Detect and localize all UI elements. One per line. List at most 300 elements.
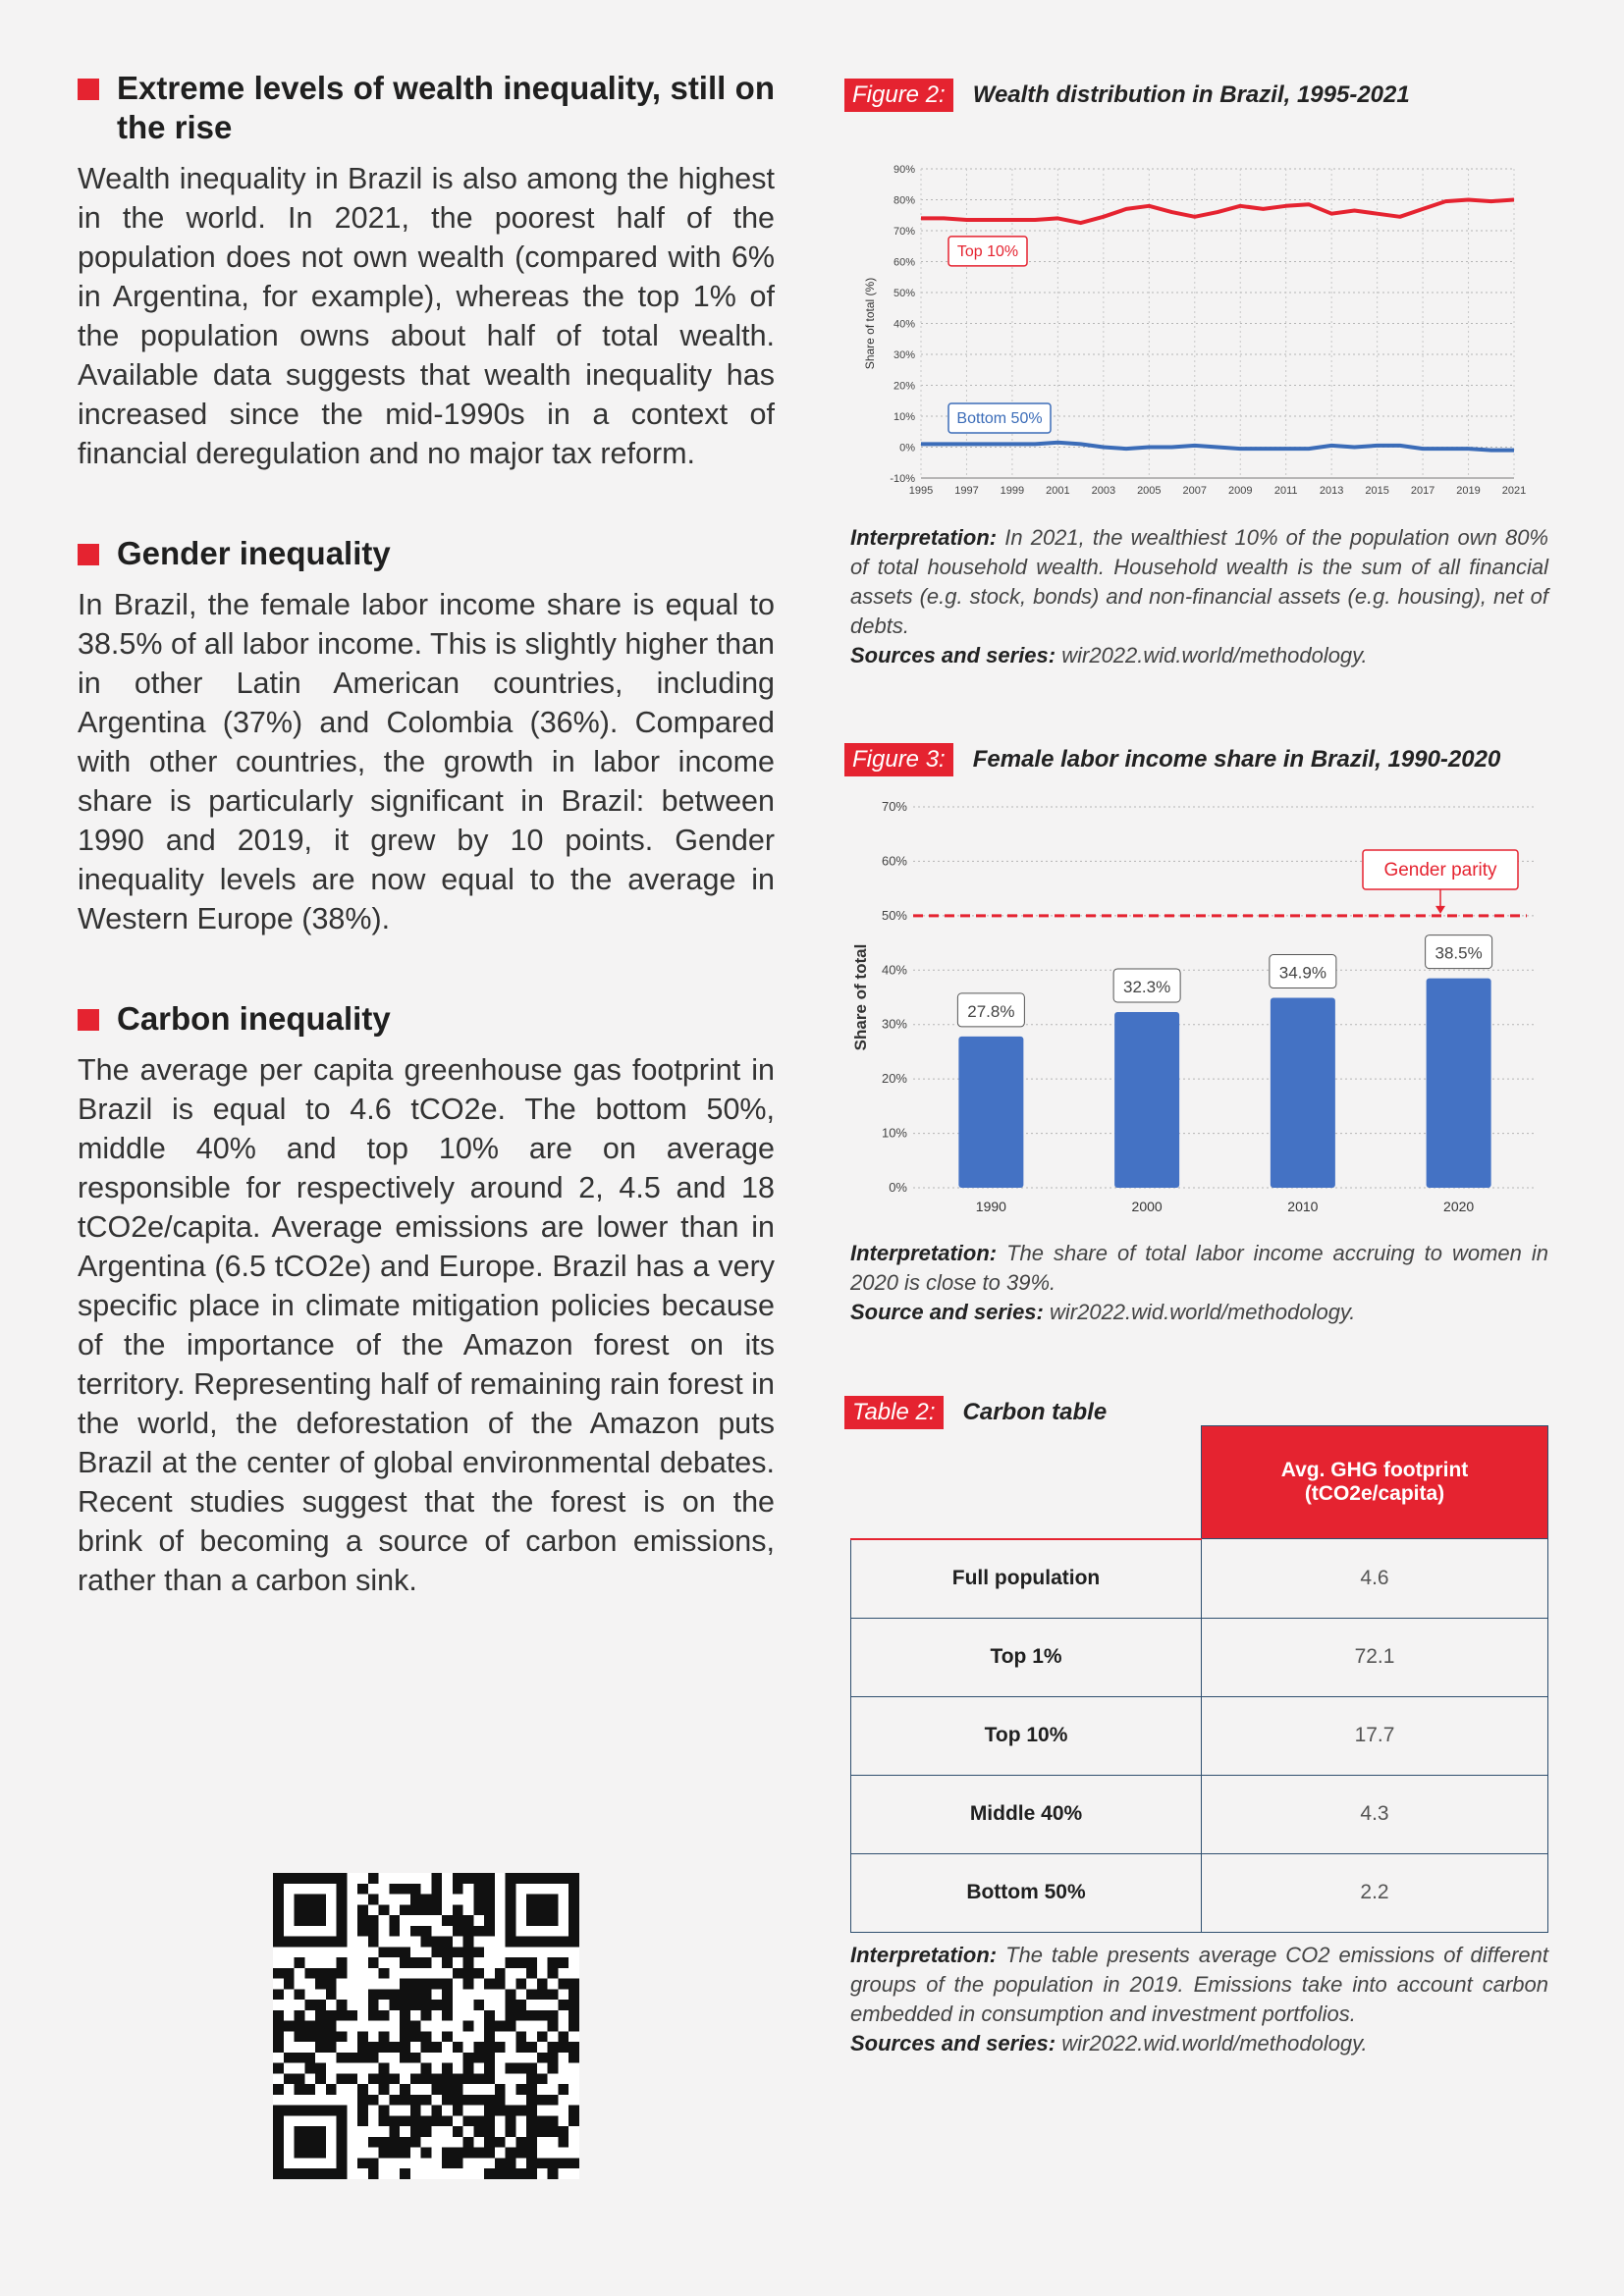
qr-module — [379, 2031, 390, 2042]
qr-module — [400, 2053, 410, 2063]
qr-module — [515, 1957, 526, 1968]
qr-module — [548, 2063, 559, 2074]
qr-module — [548, 2010, 559, 2021]
qr-module — [389, 1926, 400, 1937]
section-heading — [78, 999, 775, 1039]
qr-module — [484, 2148, 495, 2159]
qr-module — [484, 2042, 495, 2053]
qr-module — [568, 2000, 579, 2010]
qr-module — [295, 2073, 305, 2084]
table-row — [851, 1696, 1548, 1775]
sources-text: wir2022.wid.world/methodology. — [1061, 2031, 1368, 2056]
qr-module — [400, 2148, 410, 2159]
qr-module — [400, 2115, 410, 2126]
data-label: 34.9% — [1278, 963, 1326, 983]
qr-module — [273, 2084, 284, 2095]
table-row-value: 4.6 — [1202, 1539, 1548, 1619]
left-column — [78, 69, 775, 1661]
y-tick-label: 20% — [893, 380, 915, 393]
table-row-label: Top 10% — [851, 1696, 1202, 1775]
qr-module — [431, 2115, 442, 2126]
qr-module — [273, 1968, 284, 1979]
qr-module — [379, 2137, 390, 2148]
qr-module — [515, 2042, 526, 2053]
legend-label: Top 10% — [956, 242, 1019, 260]
qr-module — [431, 2073, 442, 2084]
y-tick-label: 40% — [893, 318, 915, 331]
table-header-blank — [851, 1426, 1202, 1539]
qr-module — [410, 2137, 421, 2148]
qr-module — [568, 2010, 579, 2021]
bar-1990 — [958, 1037, 1023, 1188]
qr-module — [537, 2158, 548, 2168]
qr-module — [389, 2042, 400, 2053]
qr-module — [389, 2148, 400, 2159]
qr-module — [315, 2010, 326, 2021]
qr-module — [357, 2106, 368, 2116]
qr-module — [337, 1957, 348, 1968]
bullet-square-icon — [78, 79, 99, 100]
qr-module — [431, 2084, 442, 2095]
y-tick-label: 60% — [881, 853, 907, 869]
section-heading — [78, 534, 775, 573]
qr-module — [347, 2053, 357, 2063]
qr-module — [273, 2042, 284, 2053]
data-label: 32.3% — [1123, 977, 1171, 996]
qr-module — [495, 2168, 506, 2179]
qr-module — [506, 2168, 516, 2179]
qr-module — [315, 1979, 326, 1990]
qr-module — [315, 2000, 326, 2010]
qr-module — [410, 1895, 421, 1905]
qr-module — [558, 2158, 568, 2168]
y-tick-label: 30% — [893, 349, 915, 361]
qr-module — [368, 1873, 379, 1884]
qr-module — [506, 2115, 516, 2126]
qr-module — [442, 1937, 453, 1948]
qr-module — [442, 1989, 453, 2000]
qr-module — [410, 2021, 421, 2032]
qr-module — [473, 2073, 484, 2084]
qr-module — [463, 1979, 474, 1990]
y-axis-label: Share of total — [851, 943, 870, 1051]
qr-module — [273, 2010, 284, 2021]
qr-module — [515, 2063, 526, 2074]
qr-module — [484, 1895, 495, 1905]
qr-module — [337, 2000, 348, 2010]
qr-module — [273, 2063, 284, 2074]
qr-module — [400, 2031, 410, 2042]
qr-module — [400, 1957, 410, 1968]
table-row-label: Middle 40% — [851, 1775, 1202, 1853]
qr-module — [431, 1904, 442, 1915]
qr-module — [526, 2148, 537, 2159]
qr-module — [368, 2000, 379, 2010]
qr-module — [431, 1937, 442, 1948]
qr-module — [295, 2010, 305, 2021]
sources — [850, 641, 1548, 670]
qr-module — [484, 2126, 495, 2137]
y-tick-label: -10% — [890, 473, 915, 485]
sources — [850, 2029, 1548, 2058]
qr-module — [326, 1979, 337, 1990]
qr-module — [410, 1957, 421, 1968]
section-body: In Brazil, the female labor income share is equal to 38.5% of all labor income. This is slightly higher than in other Latin American countries, including Argentina (37%) and Colombia (36%). Compared with other countries, the growth in labor income share is particularly significant in Brazil: between 1990 and 2019, it grew by 10 points. Gender inequality levels are now equal to the average in Western Europe (38%). — [78, 588, 775, 935]
qr-module — [421, 2073, 432, 2084]
qr-module — [484, 1926, 495, 1937]
qr-module — [357, 2095, 368, 2106]
qr-module — [495, 2158, 506, 2168]
y-tick-label: 0% — [899, 442, 915, 454]
qr-module — [326, 1989, 337, 2000]
qr-module — [304, 2063, 315, 2074]
sources-label: Sources and series: — [850, 2031, 1056, 2056]
section-heading — [78, 69, 775, 147]
sources-text: wir2022.wid.world/methodology. — [1061, 643, 1368, 667]
qr-module — [473, 2148, 484, 2159]
table-row — [851, 1539, 1548, 1619]
qr-module — [442, 1915, 453, 1926]
qr-finder-core — [526, 1895, 558, 1926]
qr-module — [357, 2031, 368, 2042]
qr-module — [548, 2168, 559, 2179]
y-tick-label: 50% — [881, 907, 907, 923]
qr-module — [368, 2042, 379, 2053]
qr-module — [484, 2010, 495, 2021]
qr-module — [284, 2053, 295, 2063]
qr-module — [400, 1947, 410, 1957]
qr-module — [410, 2053, 421, 2063]
qr-module — [295, 2021, 305, 2032]
table-row-value: 72.1 — [1202, 1618, 1548, 1696]
figure-title: Wealth distribution in Brazil, 1995-2021 — [972, 81, 1410, 108]
qr-module — [400, 1904, 410, 1915]
qr-module — [526, 2073, 537, 2084]
qr-module — [453, 2148, 463, 2159]
qr-module — [453, 1915, 463, 1926]
qr-module — [357, 2084, 368, 2095]
legend-label: Bottom 50% — [956, 410, 1043, 427]
table-row — [851, 1775, 1548, 1853]
table-header-footprint: Avg. GHG footprint (tCO2e/capita) — [1202, 1426, 1548, 1539]
qr-module — [463, 2148, 474, 2159]
qr-module — [379, 2073, 390, 2084]
x-tick-label: 2020 — [1443, 1199, 1475, 1214]
qr-module — [453, 2084, 463, 2095]
qr-module — [400, 2021, 410, 2032]
x-tick-label: 1997 — [954, 485, 979, 497]
qr-module — [506, 2126, 516, 2137]
qr-module — [548, 2053, 559, 2063]
bar-2000 — [1114, 1012, 1179, 1188]
section-title: Carbon inequality — [117, 1000, 391, 1037]
qr-module — [568, 2115, 579, 2126]
qr-module — [526, 2095, 537, 2106]
qr-module — [463, 2053, 474, 2063]
qr-module — [357, 1884, 368, 1895]
figure2-header — [844, 79, 1410, 112]
qr-module — [473, 1895, 484, 1905]
qr-module — [526, 2115, 537, 2126]
qr-module — [558, 2031, 568, 2042]
qr-module — [410, 1989, 421, 2000]
sources — [850, 1298, 1548, 1327]
table-row — [851, 1618, 1548, 1696]
qr-module — [273, 1989, 284, 2000]
qr-module — [463, 1957, 474, 1968]
qr-module — [473, 2053, 484, 2063]
qr-module — [453, 1873, 463, 1884]
interpretation-label: Interpretation: — [850, 1943, 998, 1967]
qr-module — [453, 1926, 463, 1937]
qr-module — [421, 2000, 432, 2010]
qr-module — [368, 1915, 379, 1926]
qr-module — [495, 2095, 506, 2106]
qr-module — [506, 2106, 516, 2116]
qr-module — [548, 2126, 559, 2137]
qr-module — [421, 2095, 432, 2106]
qr-module — [495, 2021, 506, 2032]
qr-module — [506, 1957, 516, 1968]
qr-module — [389, 2000, 400, 2010]
table2-header — [844, 1396, 1107, 1429]
qr-module — [410, 2000, 421, 2010]
qr-module — [379, 1968, 390, 1979]
qr-module — [463, 1947, 474, 1957]
qr-module — [304, 1968, 315, 1979]
qr-module — [337, 2031, 348, 2042]
qr-module — [515, 2148, 526, 2159]
qr-module — [431, 1873, 442, 1884]
interpretation-text: In 2021, the wealthiest 10% of the population own 80% of total household wealth. Household wealth is the sum of all financial assets (e.g. stock, bonds) and non-financial assets (e.g. housing), net of debts. — [850, 525, 1548, 638]
qr-module — [442, 1957, 453, 1968]
bullet-square-icon — [78, 1009, 99, 1031]
qr-module — [506, 2010, 516, 2021]
interpretation-label: Interpretation: — [850, 525, 998, 550]
figure3-notes — [850, 1239, 1548, 1327]
qr-module — [431, 1884, 442, 1895]
qr-module — [548, 2115, 559, 2126]
figure-tag: Figure 3: — [844, 743, 953, 776]
qr-module — [326, 2031, 337, 2042]
qr-module — [442, 2158, 453, 2168]
qr-module — [515, 1979, 526, 1990]
qr-module — [495, 2106, 506, 2116]
qr-module — [326, 2021, 337, 2032]
qr-module — [463, 1926, 474, 1937]
qr-module — [484, 2021, 495, 2032]
qr-module — [568, 1989, 579, 2000]
qr-module — [368, 2095, 379, 2106]
qr-module — [410, 1979, 421, 1990]
qr-module — [506, 2063, 516, 2074]
figure3-header — [844, 743, 1500, 776]
qr-module — [421, 1904, 432, 1915]
qr-module — [442, 2095, 453, 2106]
qr-module — [389, 1884, 400, 1895]
qr-module — [537, 2073, 548, 2084]
qr-module — [400, 2137, 410, 2148]
qr-module — [357, 2115, 368, 2126]
section-body: The average per capita greenhouse gas footprint in Brazil is equal to 4.6 tCO2e. The bottom 50%, middle 40% and top 10% are on average responsible for respectively around 2, 4.5 and 18 tCO2e/capita. Average emissions are lower than in Argentina (6.5 tCO2e) and Europe. Brazil has a very specific place in climate mitigation policies because of the importance of the Amazon forest on its territory. Representing half of remaining rain forest in the world, the deforestation of the Amazon puts Brazil at the center of global environmental debates. Recent studies suggest that the forest is on the brink of becoming a source of carbon emissions, rather than a carbon sink. — [78, 1053, 775, 1597]
qr-module — [495, 1979, 506, 1990]
y-tick-label: 0% — [889, 1180, 907, 1195]
qr-module — [526, 2126, 537, 2137]
qr-module — [473, 2126, 484, 2137]
x-tick-label: 2019 — [1456, 485, 1481, 497]
qr-module — [304, 2053, 315, 2063]
x-tick-label: 2011 — [1273, 485, 1298, 497]
qr-module — [421, 2115, 432, 2126]
interpretation-text: The table presents average CO2 emissions of different groups of the population in 2019. Emissions take into account carbon embedded in consumption and investment portfolios. — [850, 1943, 1548, 2026]
qr-module — [389, 1915, 400, 1926]
qr-module — [431, 2000, 442, 2010]
qr-module — [484, 2031, 495, 2042]
qr-module — [326, 2010, 337, 2021]
figure2-notes — [850, 523, 1548, 670]
qr-module — [548, 2021, 559, 2032]
annotation-label: Gender parity — [1383, 860, 1497, 881]
qr-module — [453, 2042, 463, 2053]
table-row-label: Top 1% — [851, 1618, 1202, 1696]
qr-module — [368, 2053, 379, 2063]
table-row-value: 4.3 — [1202, 1775, 1548, 1853]
qr-module — [484, 1904, 495, 1915]
qr-module — [315, 2073, 326, 2084]
y-tick-label: 50% — [893, 288, 915, 299]
qr-module — [484, 2095, 495, 2106]
table-tag: Table 2: — [844, 1396, 944, 1429]
qr-module — [442, 2063, 453, 2074]
qr-module — [473, 2042, 484, 2053]
qr-module — [442, 1979, 453, 1990]
qr-module — [315, 1968, 326, 1979]
qr-module — [537, 2031, 548, 2042]
y-tick-label: 70% — [881, 799, 907, 814]
qr-module — [379, 2063, 390, 2074]
qr-module — [515, 2106, 526, 2116]
bullet-square-icon — [78, 544, 99, 565]
qr-module — [400, 2042, 410, 2053]
qr-module — [495, 2137, 506, 2148]
qr-module — [431, 1947, 442, 1957]
qr-module — [304, 2031, 315, 2042]
qr-module — [473, 2000, 484, 2010]
data-label: 38.5% — [1435, 943, 1483, 963]
figure-title: Female labor income share in Brazil, 1990-2020 — [972, 746, 1501, 773]
qr-module — [400, 1979, 410, 1990]
qr-module — [315, 2042, 326, 2053]
qr-module — [273, 2021, 284, 2032]
qr-module — [389, 1947, 400, 1957]
qr-module — [537, 1979, 548, 1990]
wealth-line-chart — [844, 157, 1532, 510]
figure-tag: Figure 2: — [844, 79, 953, 112]
qr-module — [379, 1947, 390, 1957]
qr-module — [453, 2106, 463, 2116]
qr-module — [537, 2126, 548, 2137]
qr-module — [548, 2042, 559, 2053]
sources-text: wir2022.wid.world/methodology. — [1050, 1300, 1356, 1324]
qr-module — [526, 2010, 537, 2021]
qr-module — [568, 2106, 579, 2116]
qr-module — [379, 2084, 390, 2095]
qr-module — [484, 2073, 495, 2084]
qr-module — [453, 2073, 463, 2084]
x-tick-label: 2017 — [1410, 485, 1435, 497]
table-header-row — [851, 1426, 1548, 1539]
legend-top10 — [948, 237, 1027, 266]
qr-module — [558, 2084, 568, 2095]
qr-module — [400, 1989, 410, 2000]
qr-module — [473, 1926, 484, 1937]
interpretation-text: The share of total labor income accruing to women in 2020 is close to 39%. — [850, 1241, 1548, 1295]
qr-module — [484, 1884, 495, 1895]
qr-module — [304, 2000, 315, 2010]
qr-module — [304, 2084, 315, 2095]
interpretation-label: Interpretation: — [850, 1241, 998, 1265]
qr-module — [379, 2042, 390, 2053]
qr-module — [495, 2042, 506, 2053]
qr-module — [357, 1926, 368, 1937]
qr-module — [526, 2106, 537, 2116]
qr-module — [484, 2106, 495, 2116]
qr-module — [357, 1915, 368, 1926]
x-tick-label: 1995 — [908, 485, 934, 497]
qr-module — [526, 1968, 537, 1979]
qr-module — [347, 2010, 357, 2021]
qr-module — [484, 2115, 495, 2126]
qr-module — [515, 2137, 526, 2148]
qr-module — [568, 2053, 579, 2063]
qr-module — [315, 2063, 326, 2074]
qr-module — [495, 1968, 506, 1979]
qr-module — [421, 2042, 432, 2053]
qr-module — [357, 2158, 368, 2168]
qr-module — [453, 1884, 463, 1895]
qr-module — [410, 2115, 421, 2126]
qr-module — [515, 2010, 526, 2021]
qr-module — [400, 2084, 410, 2095]
qr-module — [337, 2073, 348, 2084]
qr-module — [284, 1979, 295, 1990]
table-row-value: 17.7 — [1202, 1696, 1548, 1775]
qr-module — [357, 2053, 368, 2063]
qr-module — [295, 1989, 305, 2000]
qr-module — [379, 2115, 390, 2126]
qr-module — [526, 2158, 537, 2168]
x-tick-label: 1999 — [1000, 485, 1025, 497]
qr-module — [453, 2095, 463, 2106]
qr-module — [304, 2021, 315, 2032]
qr-module — [379, 2010, 390, 2021]
bar-2020 — [1427, 979, 1491, 1188]
qr-module — [368, 1937, 379, 1948]
qr-module — [558, 2042, 568, 2053]
qr-module — [548, 2095, 559, 2106]
qr-module — [284, 2073, 295, 2084]
qr-module — [389, 1989, 400, 2000]
y-tick-label: 60% — [893, 256, 915, 269]
qr-module — [442, 2084, 453, 2095]
qr-module — [410, 1926, 421, 1937]
section-title: Extreme levels of wealth inequality, still on the rise — [117, 70, 775, 145]
qr-code-icon[interactable] — [273, 1873, 579, 2179]
qr-module — [421, 2063, 432, 2074]
x-tick-label: 2021 — [1501, 485, 1527, 497]
qr-module — [537, 2010, 548, 2021]
qr-module — [548, 1968, 559, 1979]
